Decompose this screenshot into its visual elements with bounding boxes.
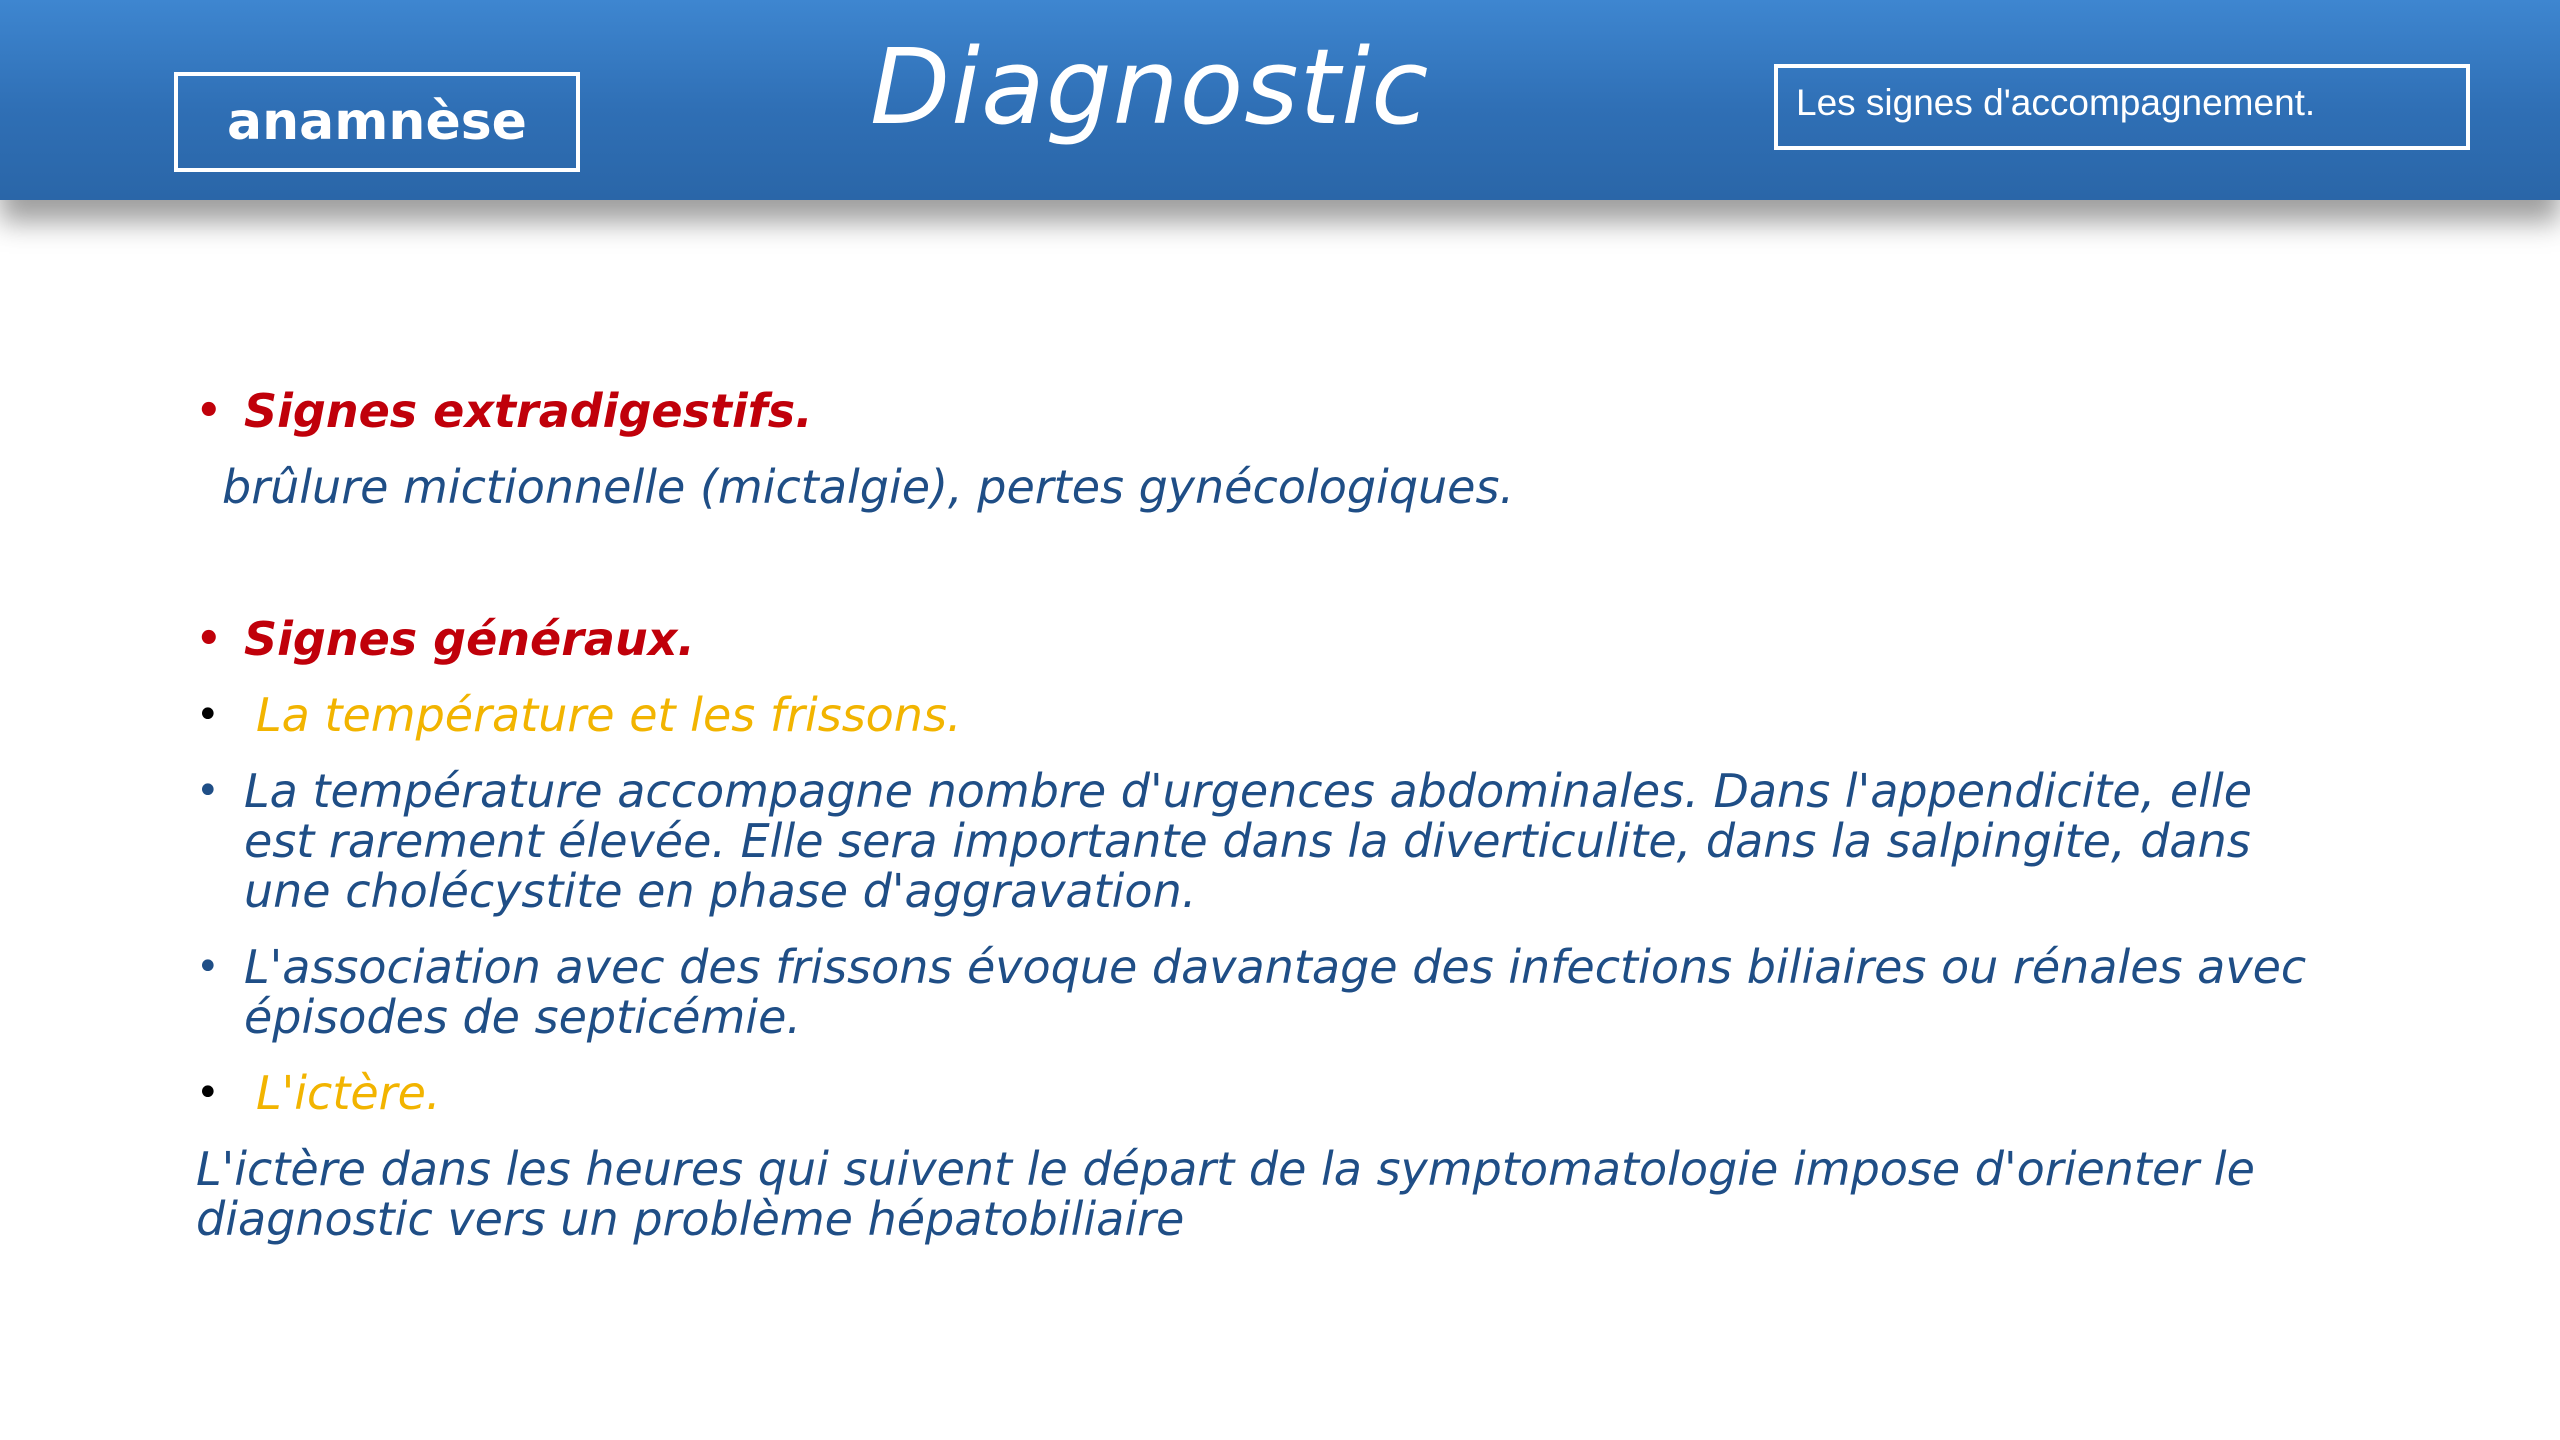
- temperature-heading: La température et les frissons.: [256, 688, 962, 742]
- anamnese-box: anamnèse: [174, 72, 580, 172]
- temperature-line-1: La température accompagne nombre d'urgences abdominales. Dans l'appendicite, elle: [244, 764, 2253, 818]
- temperature-line-2: est rarement élevée. Elle sera importante dans la diverticulite, dans la salpingite, dans: [244, 814, 2251, 868]
- section-box: Les signes d'accompagnement.: [1774, 64, 2470, 150]
- heading-extradigestive: Signes extradigestifs.: [244, 384, 813, 438]
- bullet-icon: •: [196, 692, 220, 738]
- bullet-icon: •: [196, 616, 222, 662]
- jaundice-heading: L'ictère.: [256, 1066, 441, 1120]
- bullet-icon: •: [196, 388, 222, 434]
- chills-line-2: épisodes de septicémie.: [244, 990, 801, 1044]
- page-title: Diagnostic: [870, 26, 1430, 148]
- chills-line-1: L'association avec des frissons évoque davantage des infections biliaires ou rénales avec: [244, 940, 2307, 994]
- jaundice-line-1: L'ictère dans les heures qui suivent le départ de la symptomatologie impose d'orienter le: [196, 1142, 2255, 1196]
- heading-general: Signes généraux.: [244, 612, 695, 666]
- bullet-icon: •: [196, 1070, 220, 1116]
- temperature-line-3: une cholécystite en phase d'aggravation.: [244, 864, 1197, 918]
- jaundice-line-2: diagnostic vers un problème hépatobiliaire: [196, 1192, 1185, 1246]
- extradigestive-text: brûlure mictionnelle (mictalgie), pertes gynécologiques.: [222, 460, 1515, 514]
- bullet-icon: •: [196, 944, 220, 990]
- bullet-icon: •: [196, 768, 220, 814]
